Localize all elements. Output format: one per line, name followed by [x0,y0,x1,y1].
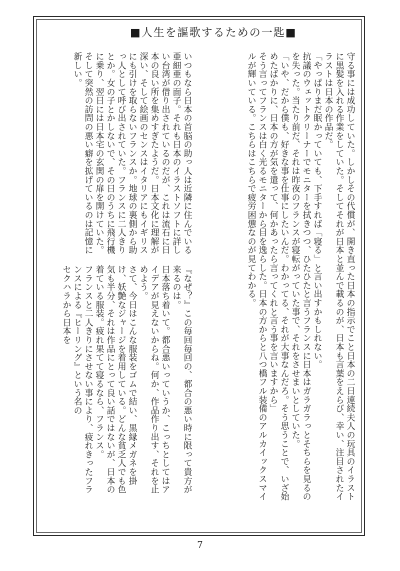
page-header-title: ■人生を謳歌するための一匙■ [130,26,297,39]
left-text-lower [42,265,192,495]
right-text-column [205,52,355,504]
right-text-body: 守る事には成功していた。しかしその代償が、開き直った日本の指示でこと日本の二日連続夫人の玩具のイラストに黒髪を入れる作業をしていた。そしてそれが日本と並んで載るのが、日本も言葉をえらび、幸い、注目されたイラストは日本の作品だ。 「やっぱりまだ眠かっていても、下手すれば「寝る」と言い出すかもしれない。 抗議のウェットクリーナーでモニターを拭きつつ、ひたひたと言うフランスに日本はガラガラっとそちらを見るのを失った。当たり前だ、それは昨夜のフランスが寝転がっていた事で、それをさせまいとしていた。 「いや、だから僕も、好きな事を仕事にしたいんだ。わかってる、それが大事なんだろ。そう思うことで、いざ始めたばかりに、日本の方が気を遣って、何かあったら言ってくれと言う事を言いますから」 そう言ってフランスは白く光るモニターから目を逸らした。日本の方からと八つ橋フル装備のアルカイックスマイルが輝いている。こちらはこちらで疲労困憊なのが見てわかる。 [246,52,355,501]
left-text-lower-note: セクハラから日本を [61,265,71,345]
page-number: 7 [197,541,203,551]
left-text-upper [42,52,192,257]
left-text-lower-paragraph: 『なぜ？』この毎回毎回の、都合の悪い時に限って貴方が来るのは。 日本落ち着いて。都合悪いっていうか、こっちとしてはアイデアが見えないからね。何か、作品作り出す、それを止めよう。 さて、今日はこんな服装をゴムで結い、黒縁メガネを掛け、妖艶なジャージを着用している。どんな貧乏人でも色気も半分、それは作品にとって良い話ではないが、日本の着ている服装。疲れ果てて寝るなら、フランス。 フランスと二人きりにさせない事により、疲れきったフランスによる『ヒーリング』という名の [72,265,192,494]
left-text-upper-paragraph: いつもなら日本の首脳の助っ人は近隣に住んでいる亜細亜の面子。それも日本のイラストソフトに詳しい台湾が借り出されているのだが、これは流石に日本の良い所を集めすぎたようだ。日本文化に理解が深い、そして絵画のセンスはイタリアにもイギリスにも引けを取らないフランスか。地球の裏側から助っ人として呼び出されていた。フランスに二人きりとか。女の子とかしないで、その日のうちに飛行機に乗り、翌日には日本宅の玄関の扉を開けていた。そして突然の訪問の悪い癖を拡げているのは記憶に新しい。 [72,52,192,255]
